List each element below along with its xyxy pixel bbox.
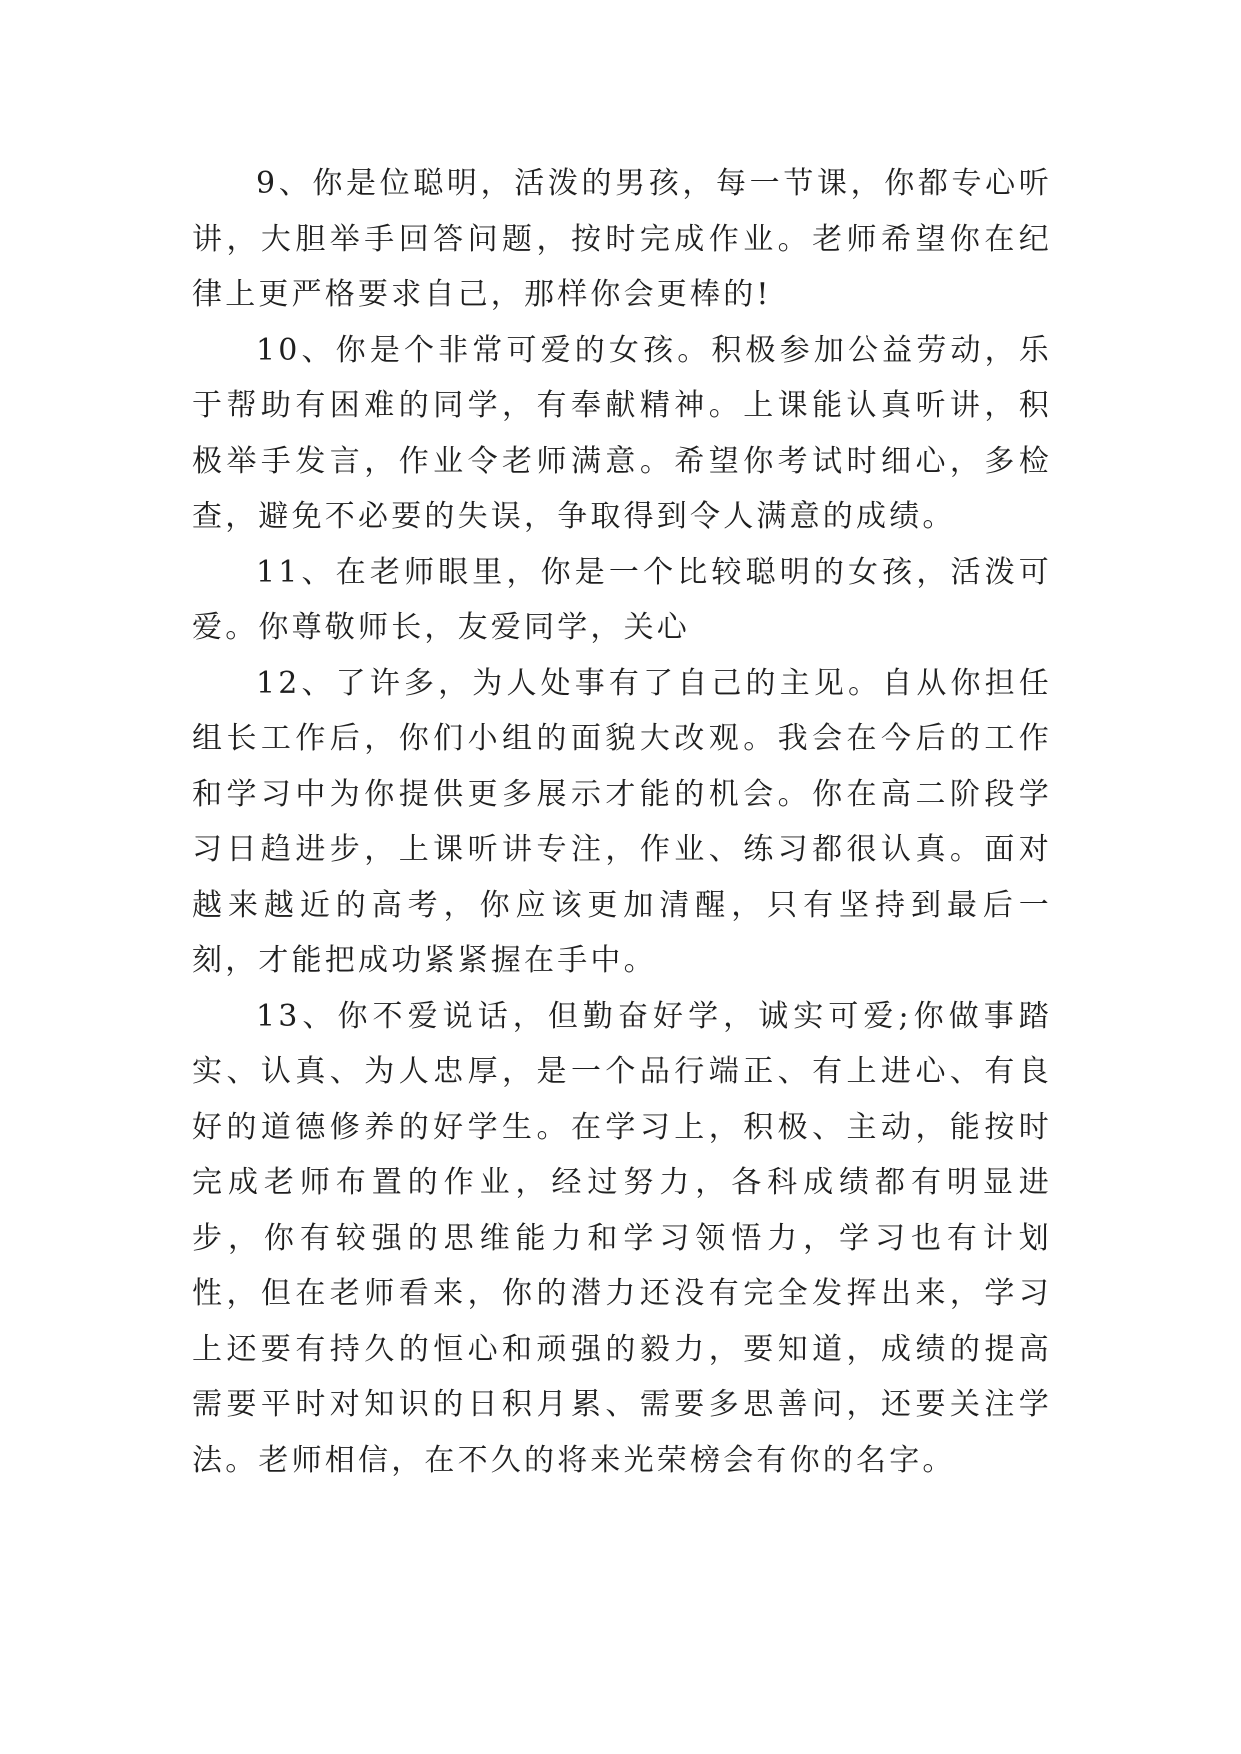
paragraph-10: 10、你是个非常可爱的女孩。积极参加公益劳动，乐于帮助有困难的同学，有奉献精神。上课能认真听讲，积极举手发言，作业令老师满意。希望你考试时细心，多检查，避免不必要的失误，争取得到令人满意的成绩。 bbox=[192, 332, 1052, 534]
paragraph-9: 9、你是位聪明，活泼的男孩，每一节课，你都专心听讲，大胆举手回答问题，按时完成作业。老师希望你在纪律上更严格要求自己，那样你会更棒的! bbox=[192, 166, 1052, 312]
paragraph-11: 11、在老师眼里，你是一个比较聪明的女孩，活泼可爱。你尊敬师长，友爱同学，关心 bbox=[192, 554, 1052, 645]
document-body bbox=[192, 156, 1052, 1488]
paragraph-13: 13、你不爱说话，但勤奋好学，诚实可爱;你做事踏实、认真、为人忠厚，是一个品行端正、有上进心、有良好的道德修养的好学生。在学习上，积极、主动，能按时完成老师布置的作业，经过努力，各科成绩都有明显进步，你有较强的思维能力和学习领悟力，学习也有计划性，但在老师看来，你的潜力还没有完全发挥出来，学习上还要有持久的恒心和顽强的毅力，要知道，成绩的提高需要平时对知识的日积月累、需要多思善问，还要关注学法。老师相信，在不久的将来光荣榜会有你的名字。 bbox=[192, 998, 1052, 1478]
paragraph-12: 12、了许多，为人处事有了自己的主见。自从你担任组长工作后，你们小组的面貌大改观。我会在今后的工作和学习中为你提供更多展示才能的机会。你在高二阶段学习日趋进步，上课听讲专注，作业、练习都很认真。面对越来越近的高考，你应该更加清醒，只有坚持到最后一刻，才能把成功紧紧握在手中。 bbox=[192, 665, 1052, 978]
